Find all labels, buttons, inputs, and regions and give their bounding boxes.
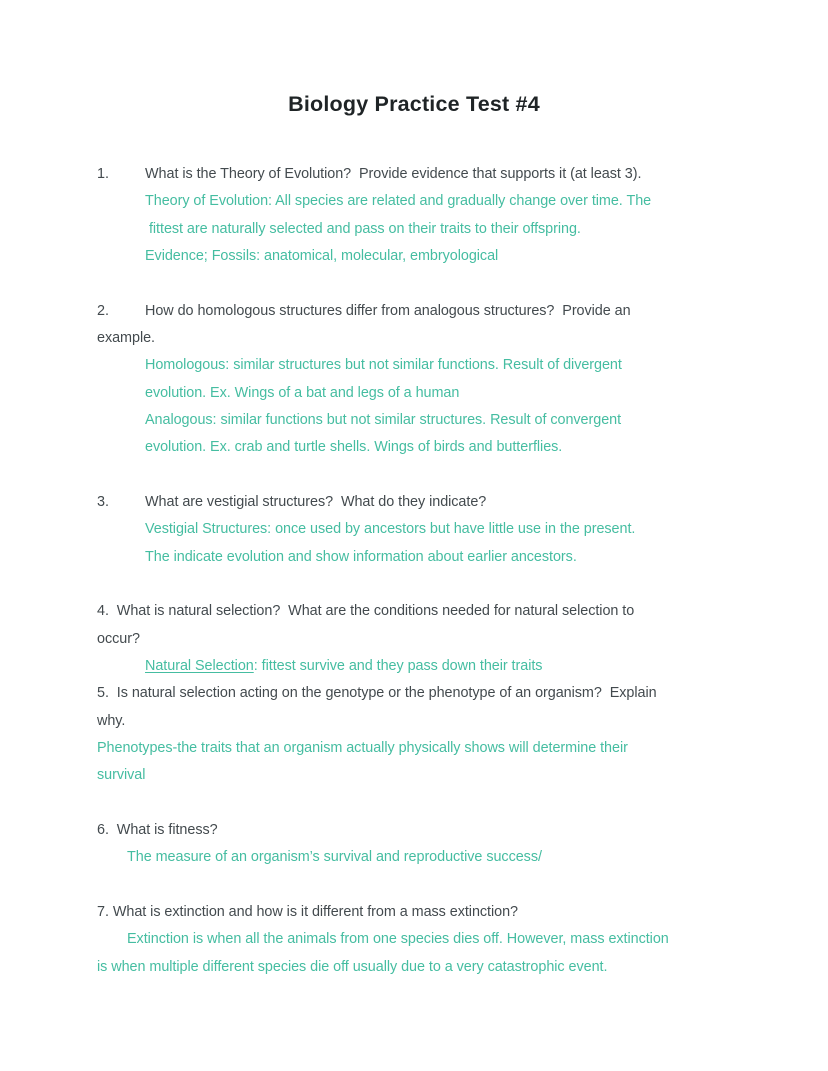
answer-1-line-1 (97, 191, 757, 218)
doc-line-text: Evidence; Fossils: anatomical, molecular, embryological (145, 247, 499, 264)
question-2-line-2 (97, 328, 757, 355)
doc-line-text: The indicate evolution and show information about earlier ancestors. (145, 548, 577, 565)
doc-line-text: example. (97, 329, 155, 346)
doc-line-text: The measure of an organism’s survival and reproductive success/ (127, 849, 542, 866)
doc-line-text: What is the Theory of Evolution? Provide evidence that supports it (at least 3). (145, 166, 642, 182)
question-4-line-2 (97, 629, 757, 656)
doc-line-text: fittest are naturally selected and pass on their traits to their offspring. (145, 220, 581, 237)
answer-1-line-3 (97, 246, 757, 273)
answer-5-line-2 (97, 765, 757, 792)
document-title: Biology Practice Test #4 (288, 92, 540, 116)
answer-7-line-1 (97, 929, 757, 956)
spacer (97, 273, 757, 300)
question-2-line-1 (97, 301, 757, 328)
document-body (97, 164, 757, 984)
doc-line-text: 7. What is extinction and how is it different from a mass extinction? (97, 903, 519, 920)
question-1 (97, 164, 757, 191)
answer-6 (97, 847, 757, 874)
question-7 (97, 902, 757, 929)
answer-7-line-2 (97, 957, 757, 984)
doc-line-text: Phenotypes-the traits that an organism actually physically shows will determine their (97, 739, 628, 756)
spacer (97, 574, 757, 601)
doc-line-text: Theory of Evolution: All species are related and gradually change over time. The (145, 193, 652, 210)
answer-2-line-3 (97, 410, 757, 437)
doc-line-text: 4. What is natural selection? What are the conditions needed for natural selection to (97, 603, 635, 620)
question-5-line-1 (97, 683, 757, 710)
answer-2-line-4 (97, 437, 757, 464)
doc-line-text: What are vestigial structures? What do they indicate? (145, 493, 487, 510)
spacer (97, 793, 757, 820)
answer-1-line-2 (97, 219, 757, 246)
list-number: 3. (97, 493, 109, 510)
doc-line-text: Analogous: similar functions but not similar structures. Result of convergent (145, 411, 622, 428)
answer-2-line-1 (97, 355, 757, 382)
doc-line-text: evolution. Ex. crab and turtle shells. Wings of birds and butterflies. (145, 439, 563, 456)
doc-line-text: Extinction is when all the animals from one species dies off. However, mass extinction (127, 931, 669, 948)
question-6 (97, 820, 757, 847)
list-number: 1. (97, 166, 109, 182)
doc-line-text: Natural Selection: fittest survive and they pass down their traits (145, 657, 543, 674)
answer-4 (97, 656, 757, 683)
answer-5-line-1 (97, 738, 757, 765)
spacer (97, 875, 757, 902)
answer-2-line-2 (97, 383, 757, 410)
doc-line-text: 5. Is natural selection acting on the genotype or the phenotype of an organism? Explain (97, 685, 657, 702)
doc-line-text: Homologous: similar structures but not similar functions. Result of divergent (145, 357, 622, 374)
list-number: 2. (97, 302, 109, 319)
doc-line-text: is when multiple different species die off usually due to a very catastrophic event. (97, 958, 608, 975)
question-3 (97, 492, 757, 519)
doc-line-text: evolution. Ex. Wings of a bat and legs of a human (145, 384, 460, 401)
answer-3-line-1 (97, 519, 757, 546)
doc-line-text: why. (97, 712, 126, 729)
doc-line-text: 6. What is fitness? (97, 821, 218, 838)
answer-3-line-2 (97, 547, 757, 574)
doc-line-text: How do homologous structures differ from analogous structures? Provide an (145, 302, 631, 319)
question-5-line-2 (97, 711, 757, 738)
doc-line-text: occur? (97, 630, 140, 647)
doc-line-text: Vestigial Structures: once used by ancestors but have little use in the present. (145, 521, 636, 538)
spacer (97, 465, 757, 492)
question-4-line-1 (97, 601, 757, 628)
doc-line-text: survival (97, 767, 146, 784)
